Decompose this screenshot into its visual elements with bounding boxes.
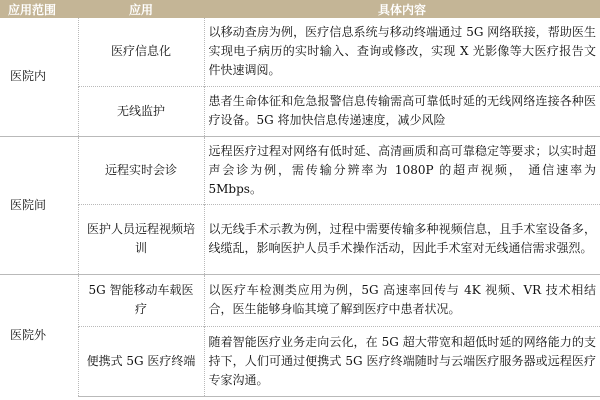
header-scope: 应用范围 (0, 0, 78, 18)
app-cell: 5G 智能移动车载医疗 (78, 274, 204, 326)
table-row (0, 18, 600, 86)
desc-cell: 随着智能医疗业务走向云化，在 5G 超大带宽和超低时延的网络能力的支持下，人们可通过便携式 5G 医疗终端随时与云端医疗服务器或远程医疗专家沟通。 (204, 326, 600, 396)
table-row (0, 136, 600, 204)
desc-cell: 远程医疗过程对网络有低时延、高清画质和高可靠稳定等要求；以实时超声会诊为例，需传输分辨率为 1080P 的超声视频， 通信速率为 5Mbps。 (204, 136, 600, 204)
table-body (0, 18, 600, 396)
scope-cell: 医院间 (0, 136, 78, 274)
table-row (0, 326, 600, 396)
table-row (0, 204, 600, 274)
table-row (0, 274, 600, 326)
desc-cell: 以医疗车检测类应用为例，5G 高速率回传与 4K 视频、VR 技术相结合，医生能够身临其境了解到医疗中患者状况。 (204, 274, 600, 326)
app-cell: 医疗信息化 (78, 18, 204, 86)
scope-cell: 医院外 (0, 274, 78, 396)
app-cell: 便携式 5G 医疗终端 (78, 326, 204, 396)
app-cell: 医护人员远程视频培训 (78, 204, 204, 274)
table-header (0, 0, 600, 18)
desc-cell: 患者生命体征和危急报警信息传输需高可靠低时延的无线网络连接各种医疗设备。5G 将加快信息传递速度，减少风险 (204, 86, 600, 136)
header-app: 应用 (78, 0, 204, 18)
table-row (0, 86, 600, 136)
desc-cell: 以移动查房为例，医疗信息系统与移动终端通过 5G 网络联接，帮助医生实现电子病历的实时输入、查询或修改，实现 X 光影像等大医疗报告文件快速调阅。 (208, 25, 596, 78)
desc-cell: 以无线手术示教为例，过程中需要传输多种视频信息，且手术室设备多，线缆乱，影响医护人员手术操作活动，因此手术室对无线通信需求强烈。 (204, 204, 600, 274)
header-row (0, 0, 600, 18)
app-cell: 无线监护 (78, 86, 204, 136)
header-content: 具体内容 (204, 0, 600, 18)
app-cell: 远程实时会诊 (78, 136, 204, 204)
scope-cell: 医院内 (0, 18, 78, 136)
